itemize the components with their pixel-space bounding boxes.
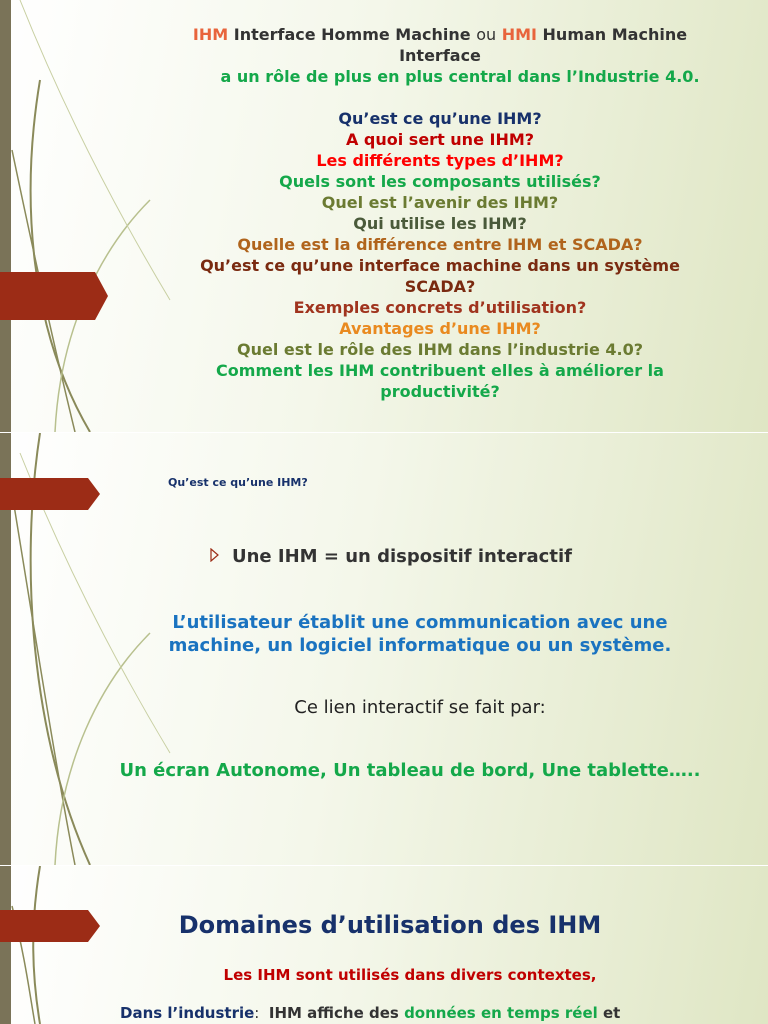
examples-text: Un écran Autonome, Un tableau de bord, Une tablette….. [119,760,701,781]
bullet-text: Une IHM = un dispositif interactif [232,546,572,567]
red-arrow-marker [0,272,108,320]
question-2: A quoi sert une IHM? [345,130,535,149]
title-line-1 [120,24,760,45]
ou-word: ou [476,25,497,44]
industry-label: Dans l’industrie [120,1004,255,1022]
question-10: Avantages d’une IHM? [339,319,541,338]
paragraph-line-1: L’utilisateur établit une communication avec une [172,612,668,633]
industry-text-2: et [597,1004,621,1022]
colon: : [254,1004,269,1022]
industry-text-1: IHM affiche des [268,1004,405,1022]
paragraph-line-2: machine, un logiciel informatique ou un système. [168,635,672,656]
bullet-item [210,546,572,567]
question-12-cont: productivité? [380,382,500,401]
slide-3 [0,866,768,1024]
question-5: Quel est l’avenir des IHM? [321,193,559,212]
hollow-triangle-bullet-icon [210,548,220,562]
question-11: Quel est le rôle des IHM dans l’industrie 4.0? [236,340,644,359]
slide-1 [0,0,768,432]
red-arrow-marker [0,478,100,510]
question-12: Comment les IHM contribuent elles à améliorer la [216,361,664,380]
intro-text: Les IHM sont utilisés dans divers contextes, [223,966,597,984]
question-6: Qui utilise les IHM? [353,214,527,233]
subtitle: a un rôle de plus en plus central dans l’Industrie 4.0. [220,67,700,86]
ihm-acronym: IHM [192,25,229,44]
slide-heading: Qu’est ce qu’une IHM? [168,476,308,489]
realtime-highlight: données en temps réel [404,1004,598,1022]
hmi-acronym: HMI [496,25,537,44]
question-9: Exemples concrets d’utilisation? [293,298,587,317]
question-8-cont: SCADA? [404,277,476,296]
title-line-2: Interface [399,46,481,65]
slide-2 [0,433,768,865]
question-4: Quels sont les composants utilisés? [279,172,601,191]
question-1: Qu’est ce qu’une IHM? [338,109,542,128]
question-7: Quelle est la différence entre IHM et SCADA? [237,235,643,254]
question-8: Qu’est ce qu’une interface machine dans un système [200,256,680,275]
slide-title: Domaines d’utilisation des IHM [178,911,602,939]
decorative-curves [0,866,200,1024]
human-machine-text: Human Machine [536,25,688,44]
question-3: Les différents types d’IHM? [316,151,564,170]
link-text: Ce lien interactif se fait par: [294,697,546,718]
interface-homme-machine: Interface Homme Machine [228,25,477,44]
industry-line [120,1003,620,1023]
